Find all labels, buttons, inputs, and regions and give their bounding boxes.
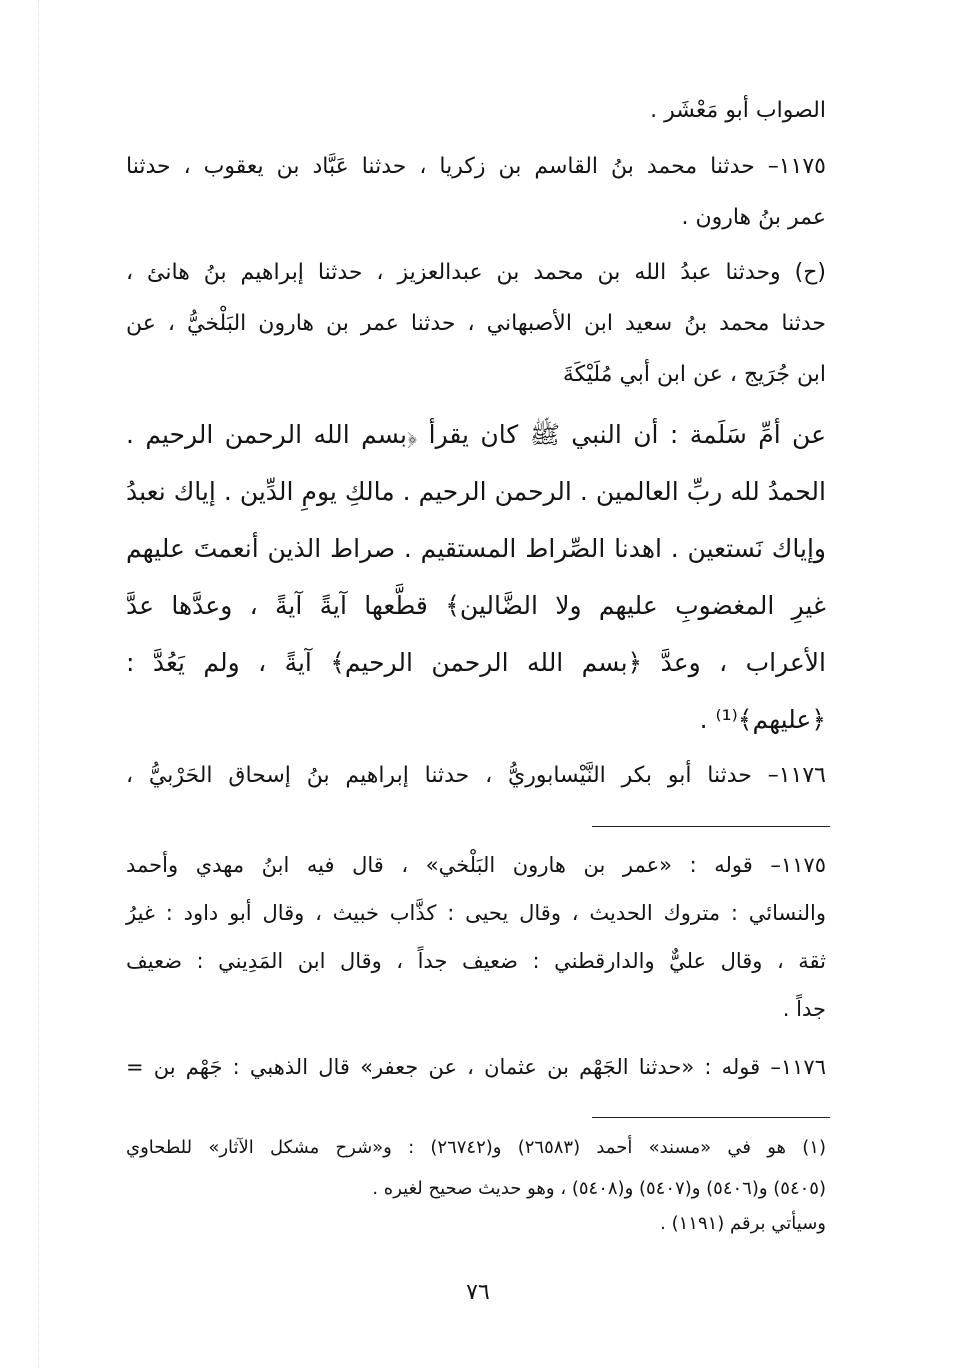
hadith-matn-line: الحمدُ لله ربِّ العالمين . الرحمن الرحيم . مالكِ يومِ الدِّين . إياك نعبدُ	[126, 477, 826, 506]
hadith-matn-line: ﴿عليهم﴾⁽¹⁾ .	[699, 705, 826, 734]
hadith-1176-line: ١١٧٦– حدثنا أبو بكر النَّيْسابوريُّ ، حدثنا إبراهيم بنُ إسحاق الحَرْبيُّ ،	[126, 763, 826, 788]
footnote-line: وسيأتي برقم (١١٩١) .	[660, 1213, 826, 1234]
scan-margin-line	[38, 0, 39, 1368]
commentary-line: والنسائي : متروك الحديث ، وقال يحيى : كذَّاب خبيث ، وقال أبو داود : غيرُ	[126, 901, 826, 925]
main-text-line: عمر بنُ هارون .	[681, 205, 826, 230]
hadith-matn-line: عن أمِّ سَلَمة : أن النبي ﷺ كان يقرأ ﴿بسم الله الرحمن الرحيم .	[126, 420, 826, 449]
footnote-line: (١) هو في «مسند» أحمد (٢٦٥٨٣) و(٢٦٧٤٢) : و«شرح مشكل الآثار» للطحاوي	[126, 1137, 826, 1158]
commentary-line: جداً .	[782, 997, 826, 1021]
main-text-line: حدثنا محمد بنُ سعيد ابن الأصبهاني ، حدثنا عمر بن هارون البَلْخيُّ ، عن	[126, 311, 826, 336]
hadith-1175-line: ١١٧٥– حدثنا محمد بنُ القاسم بن زكريا ، حدثنا عَبَّاد بن يعقوب ، حدثنا	[126, 154, 826, 179]
main-text-line: ابن جُرَيج ، عن ابن أبي مُلَيْكَةَ	[562, 362, 826, 387]
commentary-line: ١١٧٦– قوله : «حدثنا الجَهْم بن عثمان ، عن جعفر» قال الذهبي : جَهْم بن =	[126, 1055, 826, 1079]
main-text-line: الصواب أبو مَعْشَر .	[650, 98, 826, 123]
page-number: ٧٦	[466, 1280, 490, 1305]
main-text-line: (ح) وحدثنا عبدُ الله بن محمد بن عبدالعزيز ، حدثنا إبراهيم بنُ هانئ ،	[126, 260, 826, 285]
commentary-line: ١١٧٥– قوله : «عمر بن هارون البَلْخي» ، قال فيه ابنُ مهدي وأحمد	[126, 853, 826, 877]
hadith-matn-line: الأعراب ، وعدَّ ﴿بسم الله الرحمن الرحيم﴾ آيةً ، ولم يَعُدَّ :	[126, 648, 826, 677]
commentary-line: ثقة ، وقال عليٌّ والدارقطني : ضعيف جداً ، وقال ابن المَدِيني : ضعيف	[126, 949, 826, 973]
footnote-separator	[592, 1117, 830, 1118]
hadith-matn-line: غيرِ المغضوبِ عليهم ولا الضَّالين﴾ قطَّعها آيةً آيةً ، وعدَّها عدَّ	[126, 591, 826, 620]
footnote-line: (٥٤٠٥) و(٥٤٠٦) و(٥٤٠٧) و(٥٤٠٨) ، وهو حديث صحيح لغيره .	[372, 1178, 826, 1199]
commentary-separator	[592, 826, 830, 827]
hadith-matn-line: وإياك نَستعين . اهدنا الصِّراط المستقيم . صراط الذين أنعمتَ عليهم	[126, 534, 826, 563]
